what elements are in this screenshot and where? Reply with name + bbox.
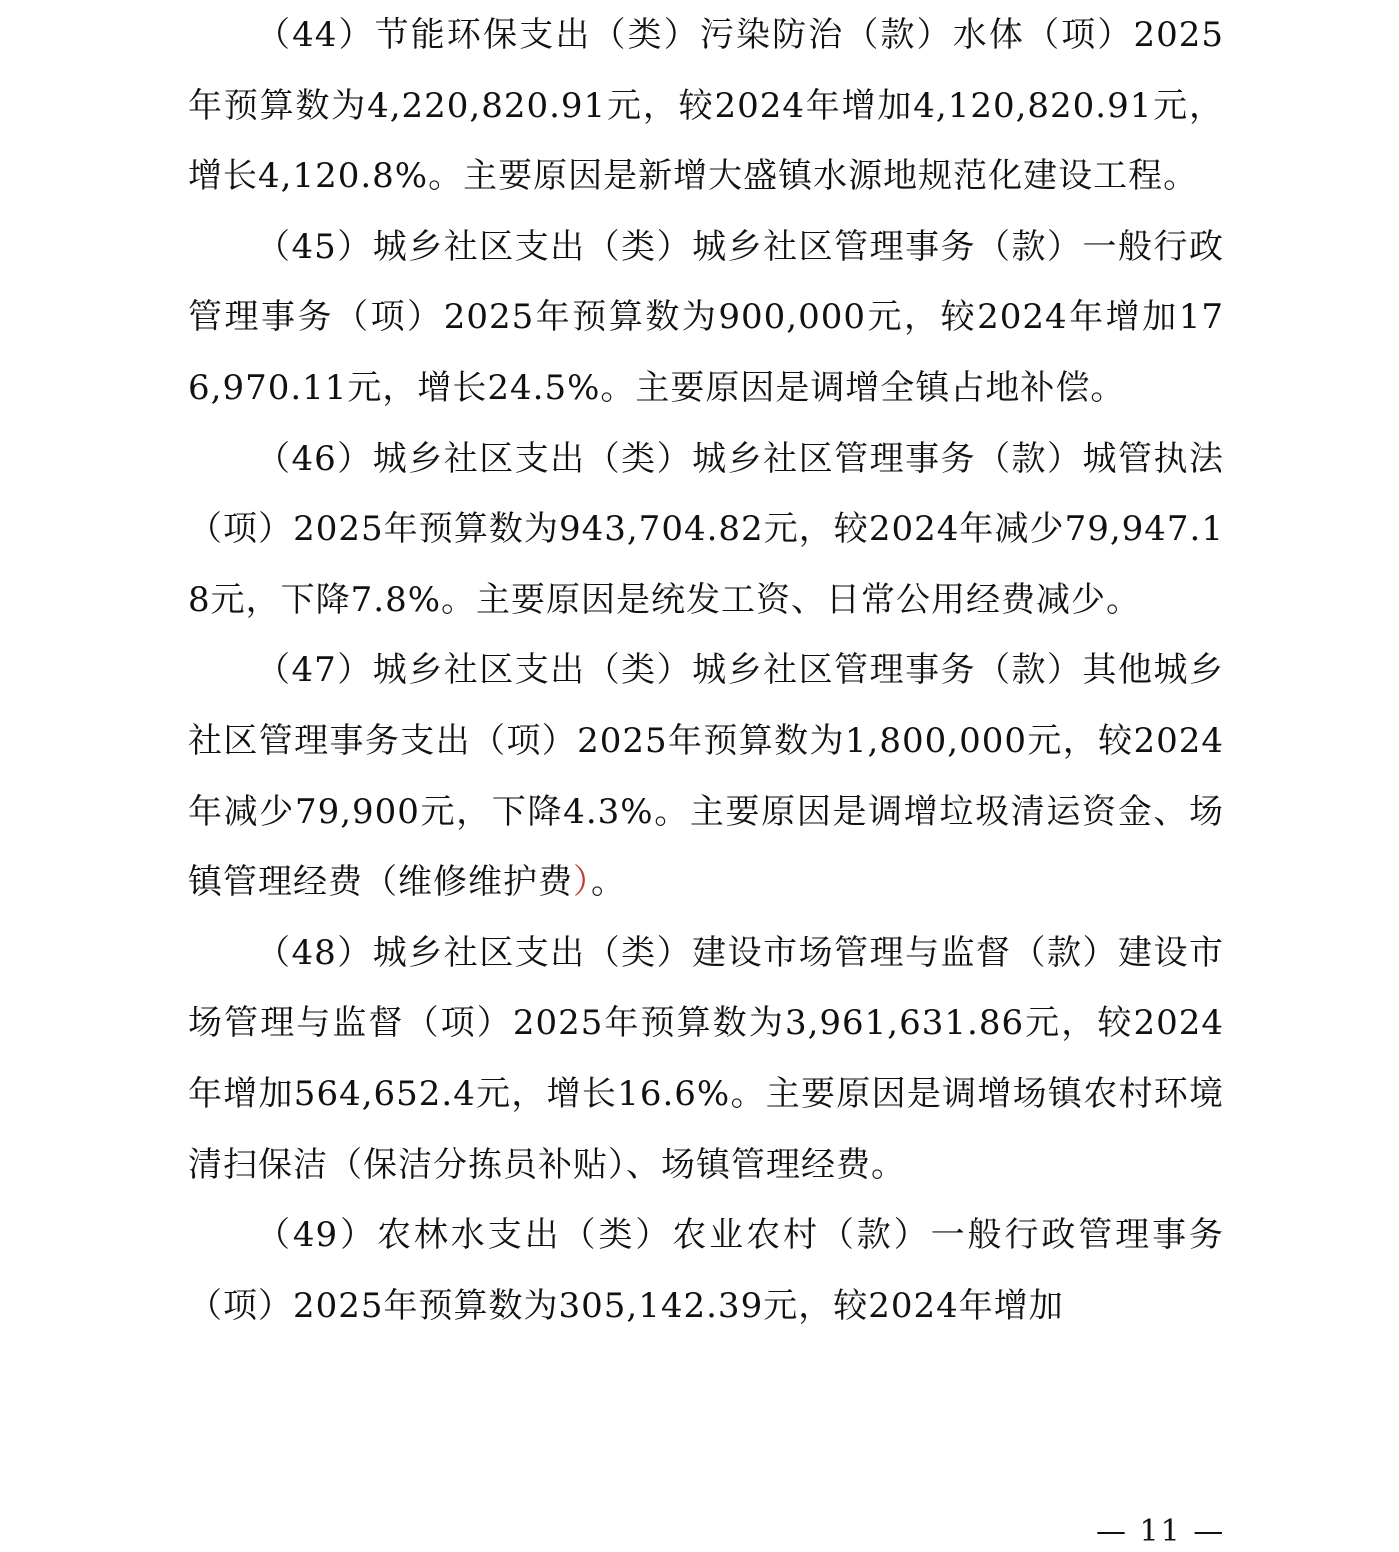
paragraph-47 [188,635,1224,917]
paragraph-48: （48）城乡社区支出（类）建设市场管理与监督（款）建设市场管理与监督（项）2025年预算数为3,961,631.86元，较2024年增加564,652.4元，增长16.6%。主要原因是调增场镇农村环境清扫保洁（保洁分拣员补贴）、场镇管理经费。 [188,932,1224,1185]
paragraph-45: （45）城乡社区支出（类）城乡社区管理事务（款）一般行政管理事务（项）2025年预算数为900,000元，较2024年增加176,970.11元，增长24.5%。主要原因是调增全镇占地补偿。 [188,226,1224,408]
page-number: — 11 — [1096,1514,1226,1549]
paragraph-47-tail: 。 [591,862,626,903]
paragraph-49: （49）农林水支出（类）农业农村（款）一般行政管理事务（项）2025年预算数为305,142.39元，较2024年增加 [188,1215,1224,1326]
paragraph-44: （44）节能环保支出（类）污染防治（款）水体（项）2025年预算数为4,220,820.91元，较2024年增加4,120,820.91元，增长4,120.8%。主要原因是新增大盛镇水源地规范化建设工程。 [188,15,1224,197]
paragraph-46: （46）城乡社区支出（类）城乡社区管理事务（款）城管执法（项）2025年预算数为943,704.82元，较2024年减少79,947.18元，下降7.8%。主要原因是统发工资、日常公用经费减少。 [188,438,1224,620]
paragraph-47-marked-bracket: ） [573,862,591,903]
document-page [188,0,1224,1341]
paragraph-47-text: （47）城乡社区支出（类）城乡社区管理事务（款）其他城乡社区管理事务支出（项）2025年预算数为1,800,000元，较2024年减少79,900元，下降4.3%。主要原因是调增垃圾清运资金、场镇管理经费（维修维护费 [188,650,1224,903]
